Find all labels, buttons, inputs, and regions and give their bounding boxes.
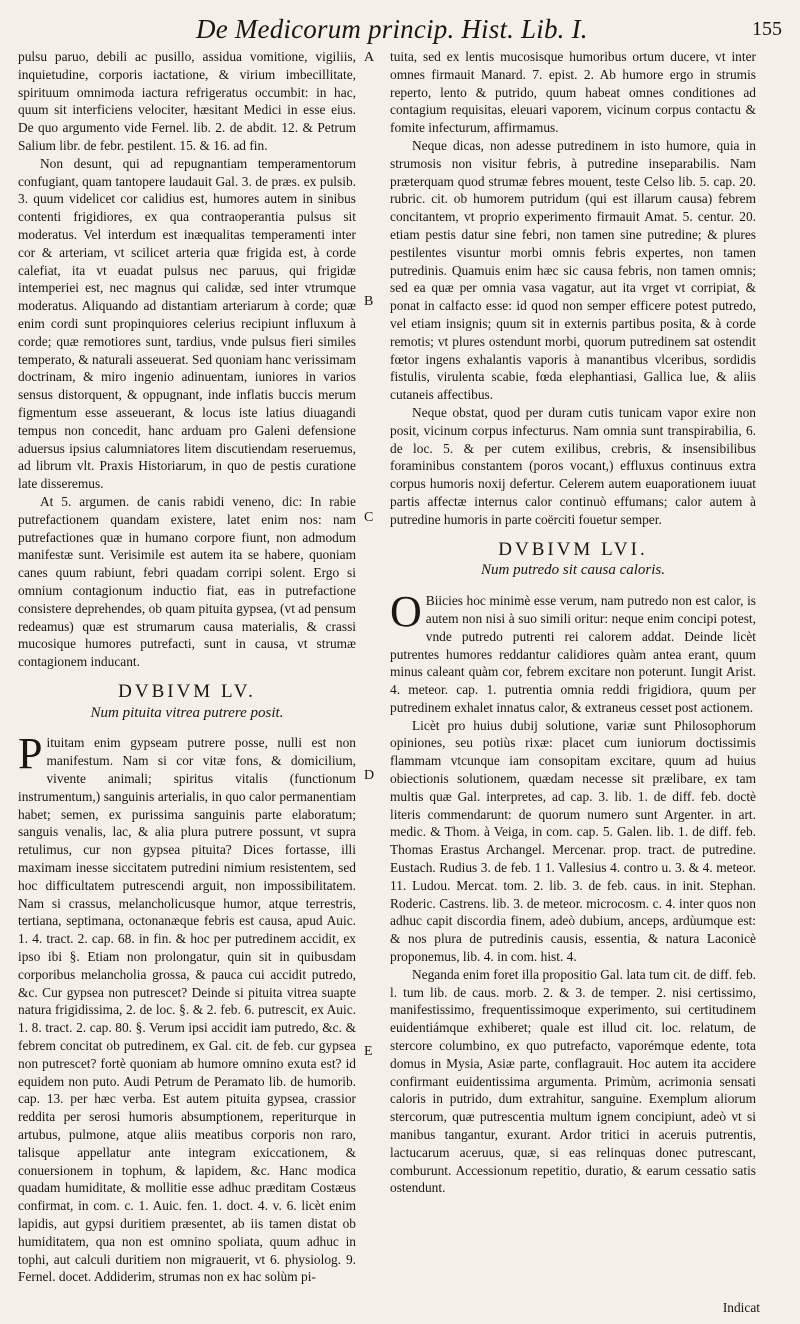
- drop-cap: O: [390, 587, 422, 637]
- section-heading: DVBIVM LVI.: [498, 538, 648, 560]
- drop-cap: P: [18, 729, 43, 779]
- catchword: Indicat: [722, 1300, 760, 1315]
- paragraph: [390, 587, 756, 717]
- paragraph: At 5. argumen. de canis rabidi veneno, dic: In rabie putrefactionem quandam existere, latet enim nos: nam putrefactiones quæ in humano corpore fiunt, non admodum manifestæ sunt. Verisimile est autem ita se habere, quoniam canes quum rabiunt, febri quadam corripi solent. Ergo si omnium contagionum inductio fiat, eas in putrefactione consistere deprehendes, ob quam pituita gypsea, (vt ad pensum redeamus) quæ est strumarum causa materialis, & crassi mucosique humores putrefacti, sunt in causa, vt strumæ contagionem inducant.: [18, 493, 356, 670]
- paragraph: tuita, sed ex lentis mucosisque humoribus ortum ducere, vt inter omnes firmauit Manard. 7. epist. 2. Ab humore ergo in strumis reperto, lento & putrido, quum habeat omnes conditiones ad contagium requisitas, eleuari vaporem, vicinum corpus contactu & fomite infecturum, affirmamus.: [390, 49, 756, 136]
- paragraph: Neque dicas, non adesse putredinem in isto humore, quia in strumosis non visitur febris, à putredine inseparabilis. Nam præterquam quod strumæ febres mouent, teste Celso lib. 5. cap. 20. rubric. cit. ob humorem putridum (qui est illarum causa) febrem concitantem, vt proprio experimento firmauit Amat. 5. centur. 20. etiam pestis datur sine febri, non tamen sine putredine; & plures pestilentes visuntur morbi omnis febris expertes, non tamen putredinis. Quamuis enim hæc sic causa febris, non tamen omnis; sed ea quæ per omnia vasa vagatur, aut ita vrget vt corripiat, & ponat in calfacto esse: id quod non semper efficere potest putredo, vel etiam insignis; quum sit in externis partibus posita, & à corde remotis; vt plures ostendunt morbi, quorum putredinem sat ostendit fœtor ingens exhalantis vaporis à manantibus vlceribus, sordidis fistulis, virulenta scabie, fœda elephantiasi, Gallica lue, & aliis cutaneis affectibus.: [390, 137, 756, 403]
- page-header: [0, 12, 800, 52]
- page-number: 155: [752, 18, 782, 40]
- paragraph: Neque obstat, quod per duram cutis tunicam vapor exire non posit, vicinum corpus infecturus. Nam omnia sunt transpirabilia, 6. de loc. 5. & per cutem exilibus, crebris, & insensibilibus foraminibus constantem (poros vocant,) effluxus continuus extra corpus humoris noxij defertur. Celerem autem euaporationem iuuat partis affectæ internus calor continuò effumans; calor autem à putredine humoris in parte coërciti fouetur semper.: [390, 404, 756, 527]
- section-subheading: Num pituita vitrea putrere posit.: [90, 704, 284, 721]
- margin-letters: [360, 48, 384, 1318]
- paragraph-text: Biicies hoc minimè esse verum, nam putredo non est calor, is autem non nisi à suo simili oritur: neque enim concipi potest, vnde putredo putrenti rei calorem addat. Deinde licèt putrentes humores reddantur calidiores quàm antea erant, quum minus caleant quàm cor, febrem excitare non poterunt. Iungit Arist. 4. meteor. cap. 1. putrentia omnia reddi frigidiora, quum per putredinem exhalet innatus calor, & extraneus cesset post actionem.: [390, 593, 756, 715]
- left-column: [18, 48, 356, 1286]
- paragraph: [18, 729, 356, 1286]
- paragraph: Licèt pro huius dubij solutione, variæ sunt Philosophorum opiniones, seu potiùs rixæ: placet cum iuniorum doctissimis flammam vtcunque iam consopitam excitare, quum ad huius obiectionis solutionem, quædam necesse sit prælibare, ex tam multis quæ Gal. interpretes, ad cap. 3. lib. 1. de diff. feb. doctè literis commendarunt: de quorum numero sunt Argenter. in art. medic. & Thom. à Veiga, in com. cap. 5. Galen. lib. 1. de diff. feb. Thomas Erastus Archangel. Mercenar. prop. tract. de putredine. Eustach. Rudius 3. de feb. 1 1. Vallesius 4. contro u. 3. & 4. meteor. 11. Ludou. Mercat. tom. 2. lib. 3. de feb. caus. in init. Stephan. Roderic. Castrens. lib. 3. de meteor. microcosm. c. 4. inter quos non adhuc capit discordia finem, adeò dubium, anceps, ardùumque est: & nos plura de putredinis causis, essentia, & natura Laconicè proponemus, lib. 4. in com. hist. 4.: [390, 717, 756, 965]
- paragraph: pulsu paruo, debili ac pusillo, assidua vomitione, vigiliis, inquietudine, corporis iactatione, & virium imbecillitate, spirituum omnimoda iactura refrigeratus occumbit: in hac, quum sit interficiens velociter, hæsitant Medici in esse eius. De quo argumento vide Fernel. lib. 2. de abdit. 12. & Petrum Salium libr. de febr. pestilent. 15. & 16. ad fin.: [18, 49, 356, 153]
- margin-letter: C: [364, 510, 374, 525]
- paragraph-text: ituitam enim gypseam putrere posse, nulli est non manifestum. Nam si cor vitæ fons, & domicilium, vivente animali; spiritus vitalis (functionum instrumentum,) sanguinis arterialis, in quo calor permanentiam habet; semen, ex purissima sanguinis parte elaboratum; sanguis venalis, lac, & alia plura putrere possunt, vt supra retulimus, cur non gypsea pituita? Dices fortasse, illi maximam inesse siccitatem putredini nimium resistentem, sed hoc difficultatem putrescendi arguit, non impossibilitatem. Nam si crassus, melancholicusque humor, atque terrestris, tertiana, septimana, octonanæque febris est causa, apud Auic. 1. 4. tract. 2. cap. 68. in fin. & hoc per putredinem accidit, ex ipso ibi §. Etiam non prolongatur, quin sit in quibusdam corporibus melancholia grossa, & pauca cui accidit putredo, &c. Cur gypsea non putrescet? Deinde si pituita vitrea suapte natura frigidissima, 2. de loc. §. & 2. feb. 6. putrescit, ex Auic. 1. 8. tract. 2. cap. 80. §. Verum ipsi accidit iam putredo, &c. & febrem concitat ob putredinem, ex Gal. cit. de feb. cur gypsea non putrescet? fortè quoniam ab humore omnino exuta est? id equidem non puto. Audi Petrum de Peramato lib. de humorib. cap. 13. per hæc verba. Est autem pituita gypsea, crassior reddita per serosi humoris absumptionem, reperiturque in artubus, pulmone, atque aliis meatibus corporis non raro, talisque appellatur ante integram exiccationem, & conuersionem in tophum, & lapidem, &c. Hanc modica quadam humiditate, & mollitie esse adhuc præditam Costæus confirmat, in com. c. 1. Auic. fen. 1. doct. 4. v. 6. licèt enim lapidis, aut gypsi duritiem præsentet, ab iis tamen distat ob humiditatem, qua non est omnino spoliata, quum adhuc in tophi, aut calculi duritiem non migrauerit, vt 6. physiolog. 9. Fernel. docet. Addiderim, strumas non ex hac solùm pi-: [18, 735, 356, 1285]
- margin-letter: A: [364, 50, 375, 65]
- running-title: De Medicorum princip. Hist. Lib. I.: [196, 14, 588, 44]
- right-column: [390, 48, 756, 1197]
- section-subheading: Num putredo sit causa caloris.: [480, 562, 666, 579]
- margin-letter: D: [364, 768, 375, 783]
- margin-letter: B: [364, 294, 374, 309]
- margin-letter: E: [364, 1044, 373, 1059]
- paragraph: Neganda enim foret illa propositio Gal. lata tum cit. de diff. feb. l. tum lib. de caus. morb. 2. & 3. de temper. 2. nisi certissimo, manifestissimo, frequentissimoque experimento, sui certitudinem euidentiámque exhiberet; quale est illud cit. loc. relatum, de stercore columbino, ex quo putrefacto, vaporémque edente, tota domus in Mysia, Asiæ parte, conflagrauit. Hoc autem ita accidere confirmant euidentissima argumenta. Primùm, acrimonia sensati caloris in putrido, dum extrahitur, sanguine. Exemplum aliorum stercorum, quæ putrescentia multum ignem concipiunt, adeò vt si manibus tangantur, exurant. Ardor tritici in aceruis putrentis, lactucarum aceruus, quæ, si eas relinquas donec putrescant, comburunt. Accessionum repetitio, duratio, & earum cessatio satis ostendunt.: [390, 966, 756, 1196]
- section-heading: DVBIVM LV.: [118, 680, 256, 702]
- paragraph: Non desunt, qui ad repugnantiam temperamentorum confugiant, quam tantopere laudauit Gal. 3. de præs. ex pulsib. 3. quum videlicet cor calidius est, humores autem in sinibus contenti frigidiores, ex qua contraoperantia pulsus sit moderatus. Vel interdum est inæqualitas temperamenti inter cor & arteriam, vt scilicet arteria quæ frigida est, à corde calefiat, ita vt euadat pulsus nec paruus, qui frigidæ intemperiei est, nec magnus qui calidæ, sed inter vtrumque moderatus. Aliquando ad distantiam arteriarum à corde; quæ enim cordi sunt propinquiores celerius recipiunt influxum à corde; quæ remotiores sunt, tardius, vnde pulsus fieri similes temperato, & naturali asseuerat. Sed quoniam hanc verissimam doctrinam, & miro ingenio adinuentam, iuniores in varios sensus distorquent, & oppugnant, inde inflatis buccis merum figmentum esse asseuerant, & locus iste latius diuagandi tempus non concedit, hanc arduam pro Galeni defensione aduersus ipsius calumniatores litem discutiendam reseruemus, ad librum vlt. Praxis Historiarum, in quo de pestis curatione late disseremus.: [18, 155, 357, 492]
